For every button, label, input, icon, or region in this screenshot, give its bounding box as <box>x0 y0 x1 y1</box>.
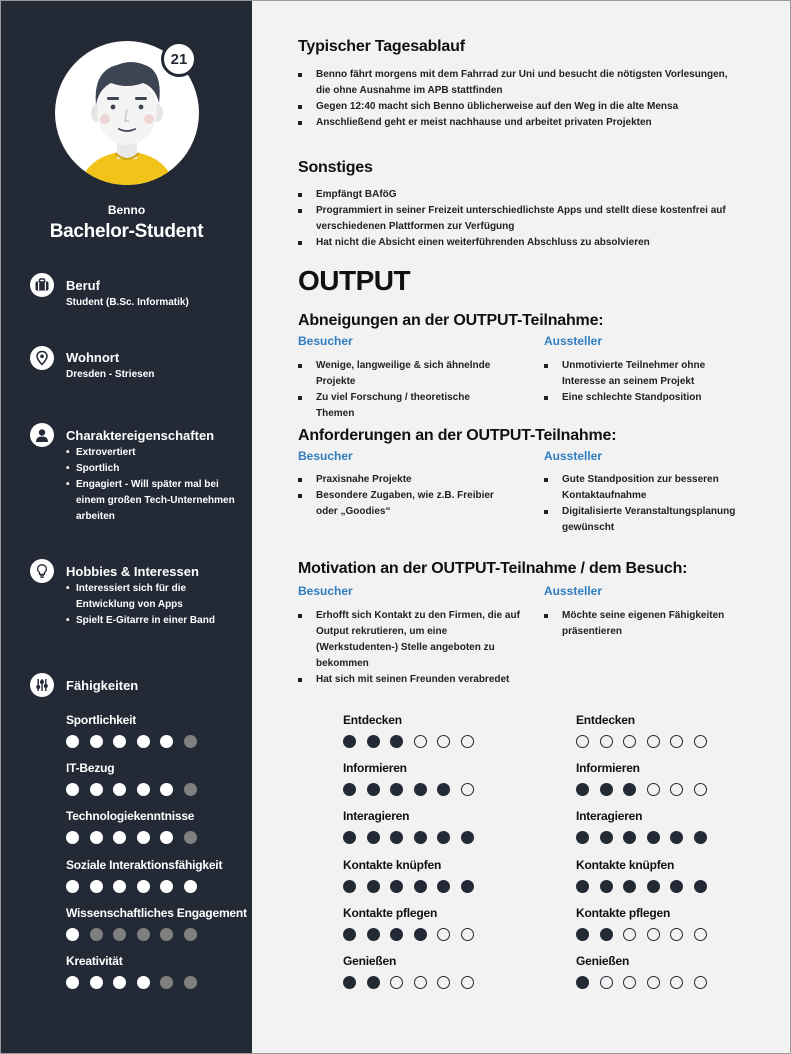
rating-dot-empty <box>184 831 197 844</box>
anforderungen-aussteller-list <box>544 472 744 536</box>
sidebar <box>1 1 252 1053</box>
rating-dots-kontakte-knuepfen <box>343 880 483 894</box>
list-item: Zu viel Forschung / theoretische Themen <box>298 390 508 422</box>
beruf-text: Student (B.Sc. Informatik) <box>66 297 189 308</box>
rating-dot-filled <box>343 783 356 796</box>
rating-dot-filled <box>113 831 126 844</box>
rating-dots-geniessen <box>343 976 483 990</box>
rating-dot-filled <box>160 880 173 893</box>
rating-dot-empty <box>184 783 197 796</box>
rating-dot-filled <box>437 880 450 893</box>
rating-dot-filled <box>113 976 126 989</box>
rating-dot-filled <box>647 880 660 893</box>
persona-role: Bachelor-Student <box>49 221 204 242</box>
rating-dot-empty <box>694 976 707 989</box>
rating-label-kontakte-pflegen: Kontakte pflegen <box>343 906 438 920</box>
rating-label-interagieren: Interagieren <box>343 809 410 823</box>
rating-dots-informieren <box>576 783 716 797</box>
rating-dot-filled <box>160 831 173 844</box>
rating-dot-filled <box>367 735 380 748</box>
rating-dots-wissenschaftliches-engagement <box>66 928 206 942</box>
charakter-list <box>66 445 241 525</box>
rating-dot-empty <box>670 783 683 796</box>
rating-dot-filled <box>600 831 613 844</box>
rating-dot-empty <box>461 735 474 748</box>
persona-name: Benno <box>107 203 146 217</box>
rating-dots-kreativitaet <box>66 976 206 990</box>
rating-dot-empty <box>160 976 173 989</box>
abneigungen-title: Abneigungen an der OUTPUT-Teilnahme: <box>298 312 604 329</box>
rating-label-entdecken: Entdecken <box>576 713 635 727</box>
rating-dot-empty <box>113 928 126 941</box>
rating-dot-filled <box>670 831 683 844</box>
rating-dot-empty <box>576 735 589 748</box>
list-item: Anschließend geht er meist nachhause und arbeitet privaten Projekten <box>298 115 738 131</box>
rating-dots-entdecken <box>343 735 483 749</box>
rating-dot-filled <box>90 735 103 748</box>
rating-dot-filled <box>576 880 589 893</box>
rating-dot-filled <box>414 783 427 796</box>
col-head-aussteller: Aussteller <box>544 449 603 463</box>
rating-dot-empty <box>184 928 197 941</box>
location-pin-icon <box>30 346 54 370</box>
rating-dot-filled <box>160 735 173 748</box>
rating-dot-filled <box>647 831 660 844</box>
rating-label-geniessen: Genießen <box>576 954 630 968</box>
rating-dot-filled <box>390 831 403 844</box>
rating-dot-filled <box>600 880 613 893</box>
charakter-title: Charaktereigenschaften <box>66 428 215 443</box>
rating-dot-filled <box>343 880 356 893</box>
rating-dot-empty <box>694 735 707 748</box>
rating-dot-empty <box>647 783 660 796</box>
rating-dot-filled <box>113 880 126 893</box>
rating-dots-interagieren <box>576 831 716 845</box>
col-head-aussteller: Aussteller <box>544 334 603 348</box>
rating-label-soziale-interaktionsfaehigkeit: Soziale Interaktionsfähigkeit <box>66 858 223 872</box>
rating-dot-empty <box>670 735 683 748</box>
rating-dot-filled <box>694 831 707 844</box>
rating-label-entdecken: Entdecken <box>343 713 402 727</box>
motivation-besucher-list <box>298 608 528 688</box>
rating-dot-filled <box>137 783 150 796</box>
rating-dot-filled <box>461 831 474 844</box>
rating-dot-filled <box>137 880 150 893</box>
list-item: Programmiert in seiner Freizeit unterschiedlichste Apps und stellt diese kostenfrei auf verschiedenen Plattformen zur Verfügung <box>298 203 738 235</box>
rating-dot-filled <box>113 783 126 796</box>
rating-dots-soziale-interaktionsfaehigkeit <box>66 880 206 894</box>
wohnort-text: Dresden - Striesen <box>66 369 155 380</box>
abneigungen-aussteller-list <box>544 358 744 406</box>
rating-dot-empty <box>647 735 660 748</box>
rating-dot-filled <box>343 928 356 941</box>
col-head-aussteller: Aussteller <box>544 584 603 598</box>
rating-dot-filled <box>576 783 589 796</box>
rating-dot-empty <box>600 976 613 989</box>
rating-label-kontakte-knuepfen: Kontakte knüpfen <box>343 858 442 872</box>
list-item: Erhofft sich Kontakt zu den Firmen, die auf Output rekrutieren, um eine (Werkstudenten-) Stelle angeboten zu bekommen <box>298 608 528 672</box>
rating-dots-it-bezug <box>66 783 206 797</box>
rating-dots-geniessen <box>576 976 716 990</box>
rating-dot-filled <box>367 928 380 941</box>
tagesablauf-list <box>298 67 738 131</box>
rating-dot-empty <box>414 976 427 989</box>
rating-dots-kontakte-pflegen <box>343 928 483 942</box>
rating-dot-filled <box>66 735 79 748</box>
list-item: Benno fährt morgens mit dem Fahrrad zur Uni und besucht die nötigsten Vorlesungen, die ohne Ausnahme im APB stattfinden <box>298 67 738 99</box>
rating-dot-filled <box>184 880 197 893</box>
rating-dot-empty <box>647 976 660 989</box>
rating-dots-sportlichkeit <box>66 735 206 749</box>
rating-dot-filled <box>137 735 150 748</box>
rating-label-interagieren: Interagieren <box>576 809 643 823</box>
rating-dot-filled <box>600 928 613 941</box>
rating-dot-empty <box>461 976 474 989</box>
rating-dot-filled <box>66 831 79 844</box>
rating-dot-empty <box>184 735 197 748</box>
rating-dot-filled <box>390 783 403 796</box>
list-item: Empfängt BAföG <box>298 187 738 203</box>
list-item: Gegen 12:40 macht sich Benno üblicherweise auf den Weg in die alte Mensa <box>298 99 738 115</box>
list-item: Eine schlechte Standposition <box>544 390 744 406</box>
rating-dot-empty <box>137 928 150 941</box>
rating-dot-filled <box>670 880 683 893</box>
rating-dot-filled <box>437 831 450 844</box>
list-item: Hat nicht die Absicht einen weiterführenden Abschluss zu absolvieren <box>298 235 738 251</box>
rating-dot-filled <box>600 783 613 796</box>
list-item: Unmotivierte Teilnehmer ohne Interesse an seinem Projekt <box>544 358 744 390</box>
rating-dot-empty <box>694 928 707 941</box>
person-icon <box>30 423 54 447</box>
skills-title: Fähigkeiten <box>66 678 139 693</box>
rating-label-informieren: Informieren <box>343 761 407 775</box>
rating-dot-filled <box>623 831 636 844</box>
rating-dot-empty <box>437 928 450 941</box>
rating-dot-empty <box>647 928 660 941</box>
sonstiges-title: Sonstiges <box>298 159 373 176</box>
list-item: Wenige, langweilige & sich ähnelnde Projekte <box>298 358 508 390</box>
age-value: 21 <box>170 50 188 68</box>
rating-dot-empty <box>623 976 636 989</box>
rating-dot-filled <box>66 928 79 941</box>
rating-dot-filled <box>367 880 380 893</box>
rating-dot-filled <box>113 735 126 748</box>
rating-dot-filled <box>90 831 103 844</box>
rating-dot-empty <box>670 928 683 941</box>
rating-label-geniessen: Genießen <box>343 954 397 968</box>
anforderungen-besucher-list <box>298 472 508 520</box>
list-item: • Interessiert sich für die Entwicklung von Apps <box>66 581 241 613</box>
rating-label-kontakte-knuepfen: Kontakte knüpfen <box>576 858 675 872</box>
rating-dots-kontakte-knuepfen <box>576 880 716 894</box>
rating-dot-empty <box>437 735 450 748</box>
rating-dots-informieren <box>343 783 483 797</box>
rating-dot-empty <box>461 783 474 796</box>
rating-dot-empty <box>600 735 613 748</box>
rating-dot-filled <box>390 735 403 748</box>
rating-dot-empty <box>160 928 173 941</box>
list-item: Möchte seine eigenen Fähigkeiten präsentieren <box>544 608 744 640</box>
list-item: • Spielt E-Gitarre in einer Band <box>66 613 241 629</box>
rating-dot-filled <box>694 880 707 893</box>
rating-label-wissenschaftliches-engagement: Wissenschaftliches Engagement <box>66 906 247 920</box>
rating-dot-empty <box>670 976 683 989</box>
briefcase-icon <box>30 273 54 297</box>
rating-dots-technologiekenntnisse <box>66 831 206 845</box>
col-head-besucher: Besucher <box>298 449 353 463</box>
rating-dot-filled <box>343 735 356 748</box>
rating-dot-filled <box>437 783 450 796</box>
rating-dot-filled <box>576 976 589 989</box>
rating-dot-empty <box>390 976 403 989</box>
hobbies-list <box>66 581 241 629</box>
rating-dot-filled <box>367 831 380 844</box>
col-head-besucher: Besucher <box>298 584 353 598</box>
hobbies-title: Hobbies & Interessen <box>66 564 199 579</box>
list-item: Digitalisierte Veranstaltungsplanung gewünscht <box>544 504 744 536</box>
anforderungen-title: Anforderungen an der OUTPUT-Teilnahme: <box>298 427 617 444</box>
rating-label-informieren: Informieren <box>576 761 640 775</box>
rating-dot-filled <box>414 928 427 941</box>
rating-label-kontakte-pflegen: Kontakte pflegen <box>576 906 671 920</box>
rating-dot-filled <box>90 880 103 893</box>
rating-dot-filled <box>66 976 79 989</box>
list-item: • Engagiert - Will später mal bei einem großen Tech-Unternehmen arbeiten <box>66 477 241 525</box>
rating-dot-empty <box>184 976 197 989</box>
rating-dot-filled <box>137 831 150 844</box>
list-item: • Sportlich <box>66 461 241 477</box>
rating-dot-empty <box>437 976 450 989</box>
rating-dot-filled <box>414 880 427 893</box>
rating-dot-filled <box>576 831 589 844</box>
list-item: Praxisnahe Projekte <box>298 472 508 488</box>
lightbulb-icon <box>30 559 54 583</box>
rating-label-it-bezug: IT-Bezug <box>66 761 115 775</box>
motivation-title: Motivation an der OUTPUT-Teilnahme / dem Besuch: <box>298 560 688 577</box>
list-item: • Extrovertiert <box>66 445 241 461</box>
rating-dot-filled <box>66 783 79 796</box>
list-item: Hat sich mit seinen Freunden verabredet <box>298 672 528 688</box>
rating-dots-kontakte-pflegen <box>576 928 716 942</box>
rating-dot-empty <box>623 735 636 748</box>
rating-dot-filled <box>390 880 403 893</box>
list-item: Gute Standposition zur besseren Kontaktaufnahme <box>544 472 744 504</box>
sonstiges-list <box>298 187 738 251</box>
sliders-icon <box>30 673 54 697</box>
motivation-aussteller-list <box>544 608 744 640</box>
rating-dot-filled <box>576 928 589 941</box>
rating-dot-empty <box>414 735 427 748</box>
rating-dot-filled <box>414 831 427 844</box>
rating-dot-filled <box>343 831 356 844</box>
rating-dots-entdecken <box>576 735 716 749</box>
rating-dot-filled <box>137 976 150 989</box>
rating-dots-interagieren <box>343 831 483 845</box>
rating-dot-filled <box>390 928 403 941</box>
list-item: Besondere Zugaben, wie z.B. Freibier oder „Goodies“ <box>298 488 508 520</box>
wohnort-title: Wohnort <box>66 350 120 365</box>
rating-dot-filled <box>623 880 636 893</box>
rating-dot-filled <box>160 783 173 796</box>
beruf-title: Beruf <box>66 278 100 293</box>
rating-dot-filled <box>367 783 380 796</box>
rating-label-kreativitaet: Kreativität <box>66 954 123 968</box>
rating-dot-filled <box>367 976 380 989</box>
rating-dot-empty <box>461 928 474 941</box>
rating-dot-empty <box>694 783 707 796</box>
rating-dot-filled <box>90 783 103 796</box>
rating-dot-filled <box>461 880 474 893</box>
rating-dot-empty <box>623 928 636 941</box>
rating-label-sportlichkeit: Sportlichkeit <box>66 713 137 727</box>
col-head-besucher: Besucher <box>298 334 353 348</box>
rating-dot-filled <box>343 976 356 989</box>
abneigungen-besucher-list <box>298 358 508 422</box>
rating-dot-empty <box>90 928 103 941</box>
tagesablauf-title: Typischer Tagesablauf <box>298 38 465 55</box>
rating-label-technologiekenntnisse: Technologiekenntnisse <box>66 809 195 823</box>
rating-dot-filled <box>623 783 636 796</box>
rating-dot-filled <box>90 976 103 989</box>
rating-dot-filled <box>66 880 79 893</box>
output-title: OUTPUT <box>298 265 411 296</box>
age-badge <box>161 41 197 77</box>
